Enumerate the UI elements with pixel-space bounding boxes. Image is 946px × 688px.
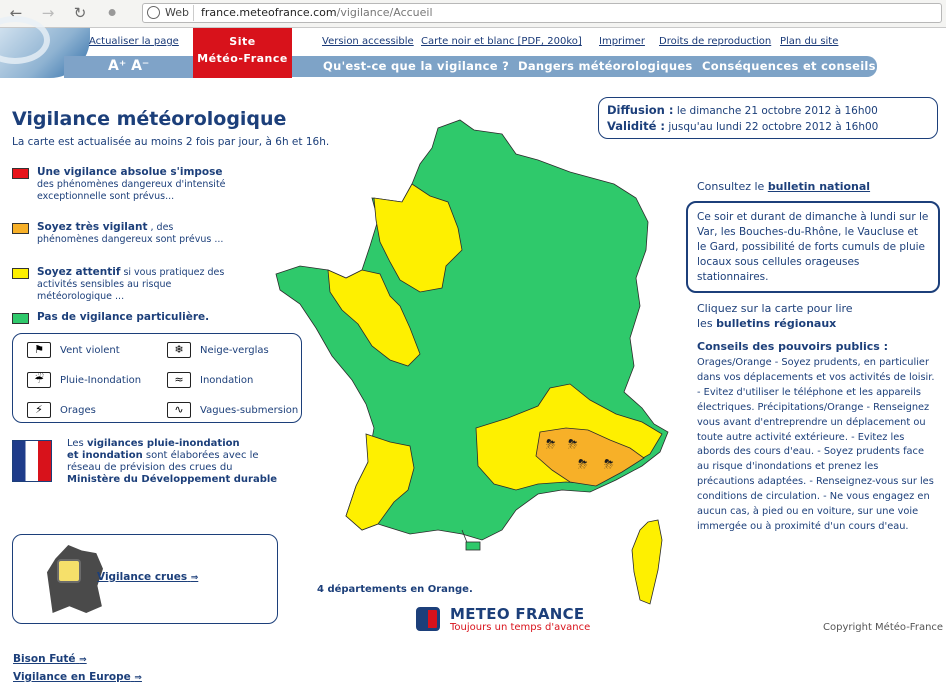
nav-consequences[interactable]: Conséquences et conseils (702, 59, 876, 73)
risk-wind: ⚑ Vent violent (27, 342, 120, 358)
print-link[interactable]: Imprimer (599, 36, 645, 47)
storm-icon: ⚡ (27, 402, 51, 418)
storm-rain-icon: ⛈ (568, 437, 578, 451)
vigilance-europe-link[interactable]: Vigilance en Europe ⇒ (13, 671, 142, 683)
nav-what-is-vigilance[interactable]: Qu'est-ce que la vigilance ? (323, 59, 510, 73)
risk-snow-ice: ❄ Neige-verglas (167, 342, 269, 358)
external-link-icon: ⇒ (79, 655, 87, 665)
ministry-logo (12, 440, 52, 482)
france-vigilance-map[interactable] (270, 110, 680, 610)
site-header (0, 28, 946, 80)
regional-bulletins-hint: Cliquez sur la carte pour lire les bulletins régionaux (697, 302, 853, 330)
snow-ice-icon: ❄ (167, 342, 191, 358)
divider (193, 5, 194, 21)
bison-fute-link[interactable]: Bison Futé ⇒ (13, 653, 87, 665)
back-icon[interactable]: ← (9, 4, 23, 22)
meteofrance-mark (416, 607, 440, 631)
site-meteofrance-tab[interactable]: Site Météo-France (193, 28, 292, 78)
rain-flood-icon: ☔ (27, 372, 51, 388)
browser-toolbar (0, 0, 946, 28)
accessible-version-link[interactable]: Version accessible (322, 36, 414, 47)
house-icon (57, 559, 81, 583)
bw-map-pdf-link[interactable]: Carte noir et blanc [PDF, 200ko] (421, 36, 582, 47)
key-icon[interactable]: ⚫ (105, 4, 119, 22)
orange-departments-count: 4 départements en Orange. (317, 584, 473, 595)
meteofrance-logo (416, 605, 596, 635)
ministry-note: Les vigilances pluie-inondation et inondation sont élaborées avec le réseau de prévision des crues du Ministère du Développement durable (12, 438, 282, 486)
nav-dangers[interactable]: Dangers météorologiques (518, 59, 693, 73)
main-nav (292, 56, 877, 77)
regional-bulletins-link[interactable]: bulletins régionaux (716, 317, 837, 330)
copyright: Copyright Météo-France (823, 622, 944, 633)
flood-icon: ≈ (167, 372, 191, 388)
storm-rain-icon: ⛈ (578, 457, 588, 471)
advice-title: Conseils des pouvoirs publics : (697, 340, 889, 353)
forward-icon[interactable]: → (41, 4, 55, 22)
forecast-summary-box: Ce soir et durant de dimanche à lundi sur le Var, les Bouches-du-Rhône, le Vaucluse et le Gard, possibilité de forts cumuls de pluie locaux sous cellules orageuses stationnaires. (686, 201, 940, 293)
yellow-swatch (12, 268, 29, 279)
map-svg[interactable] (270, 110, 680, 610)
refresh-link[interactable]: Actualiser la page (89, 36, 179, 47)
scheme-label: Web (165, 6, 189, 19)
page-title: Vigilance météorologique (12, 108, 287, 130)
external-link-icon: ⇒ (190, 573, 199, 583)
globe-icon (147, 6, 160, 19)
meteofrance-wordmark: METEO FRANCE (450, 605, 585, 623)
url-text: france.meteofrance.com/vigilance/Accueil (201, 6, 433, 19)
green-swatch (12, 313, 29, 324)
meteofrance-tagline: Toujours un temps d'avance (450, 622, 591, 633)
font-size-controls[interactable]: A⁺ A⁻ (108, 58, 150, 74)
risk-types-box (12, 333, 302, 423)
risk-storm: ⚡ Orages (27, 402, 96, 418)
storm-rain-icon: ⛈ (546, 437, 556, 451)
address-bar[interactable] (142, 3, 942, 23)
vigilance-crues-link[interactable]: Vigilance crues ⇒ (97, 571, 199, 583)
orange-swatch (12, 223, 29, 234)
national-bulletin-link[interactable]: bulletin national (767, 180, 871, 193)
risk-flood: ≈ Inondation (167, 372, 253, 388)
risk-wave: ∿ Vagues-submersion (167, 402, 298, 418)
wave-icon: ∿ (167, 402, 191, 418)
national-bulletin-line: Consultez le bulletin national (697, 180, 871, 193)
wind-icon: ⚑ (27, 342, 51, 358)
advice-text: Orages/Orange - Soyez prudents, en particulier dans vos déplacements et vos activités de loisir. - Evitez d'utiliser le téléphone et les appareils électriques. Précipitations/Orange - Renseignez vous avant d'entreprendre un déplacement ou toute autre activité extérieure. - Evitez les abords des cours d'eau. - Soyez prudents face au risque d'inondations et prenez les précautions adaptées. - Renseignez-vous sur les conditions de circulation. - Ne vous engagez en aucun cas, à pied ou en voiture, sur une voie immergée ou à proximité d'un cours d'eau. (697, 357, 935, 532)
reproduction-rights-link[interactable]: Droits de reproduction (659, 36, 772, 47)
vigilance-crues-box (12, 534, 278, 624)
sitemap-link[interactable]: Plan du site (780, 36, 839, 47)
external-link-icon: ⇒ (134, 673, 142, 683)
risk-rain-flood: ☔ Pluie-Inondation (27, 372, 141, 388)
corsica (632, 520, 662, 604)
page-subtitle: La carte est actualisée au moins 2 fois par jour, à 6h et 16h. (12, 136, 330, 148)
red-swatch (12, 168, 29, 179)
andorra-marker (466, 542, 480, 550)
storm-rain-icon: ⛈ (604, 457, 614, 471)
reload-icon[interactable]: ↻ (73, 4, 87, 22)
issue-validity-box: Diffusion : le dimanche 21 octobre 2012 à 16h00 Validité : jusqu'au lundi 22 octobre 2012 à 16h00 (598, 97, 938, 139)
